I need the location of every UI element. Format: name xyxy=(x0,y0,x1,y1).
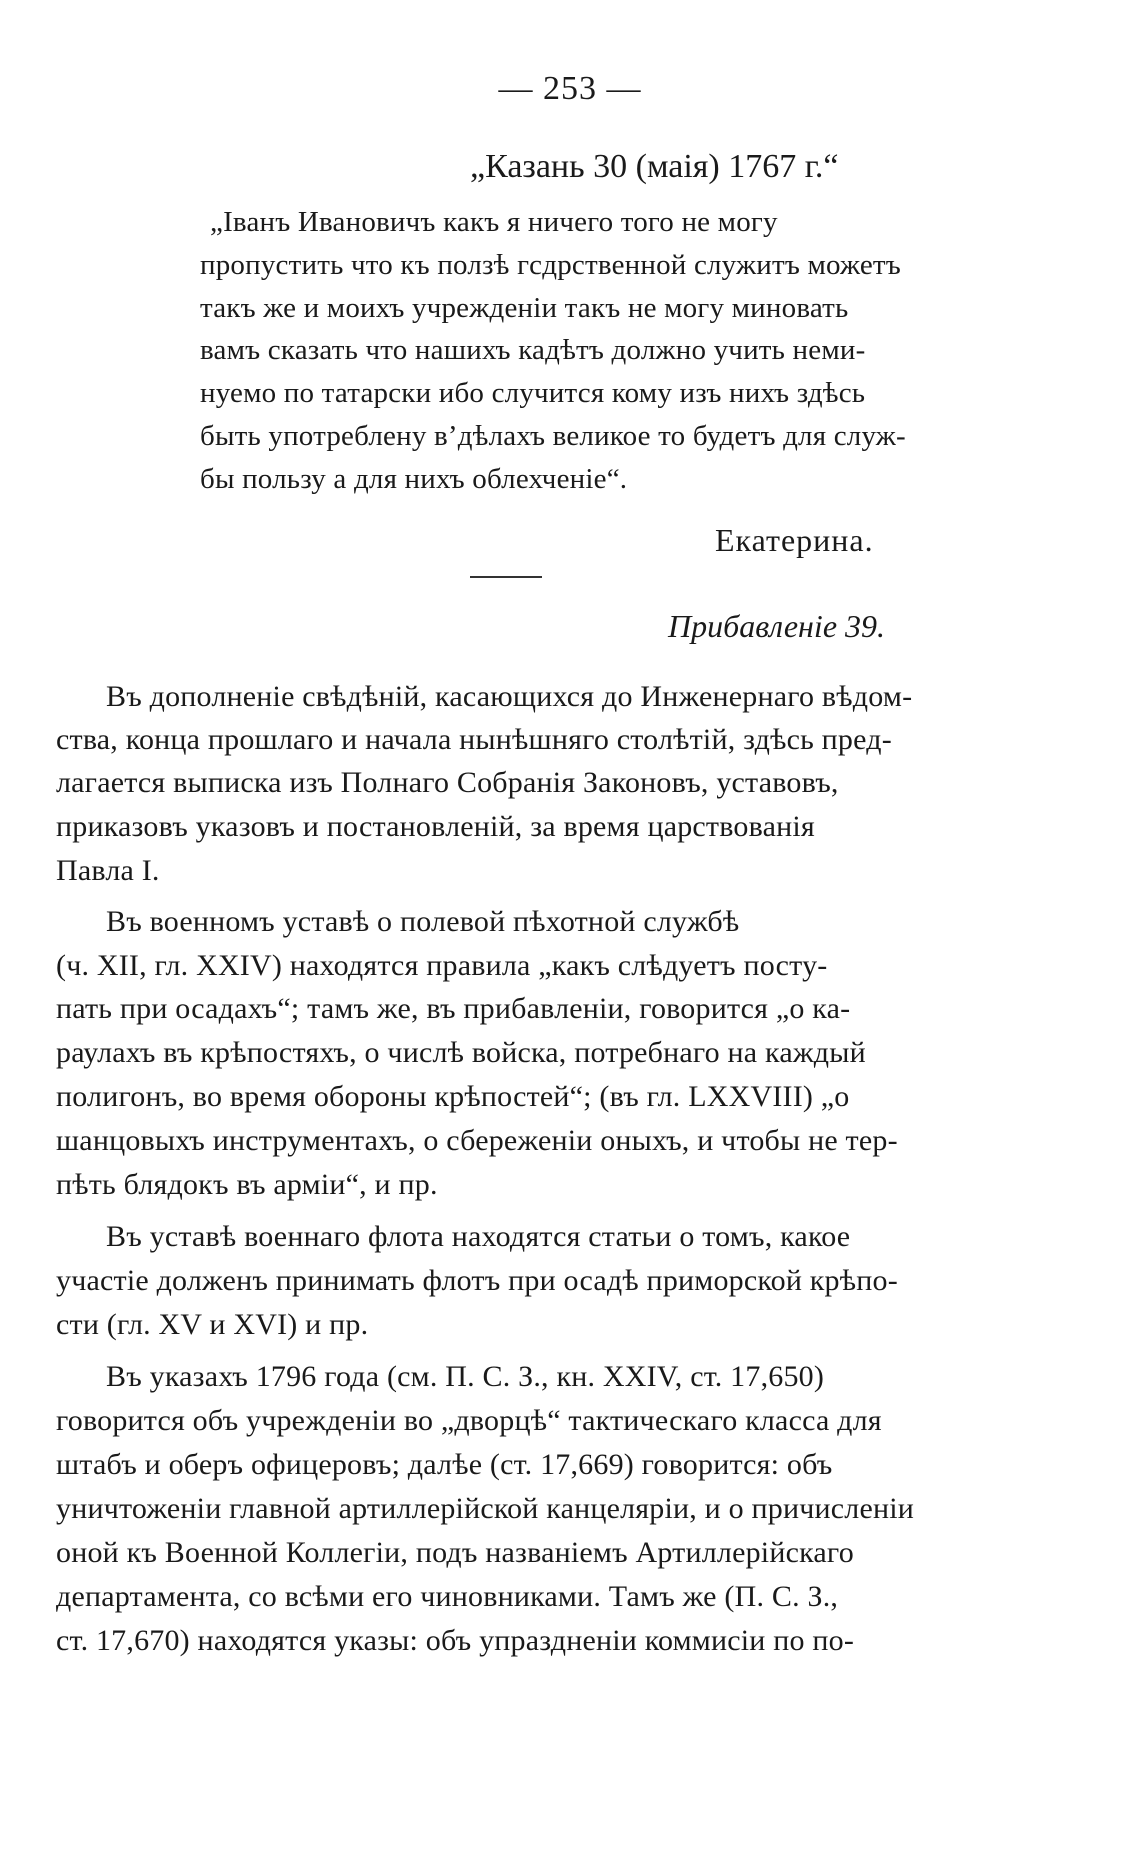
letter-date: „Казань 30 (маія) 1767 г.“ xyxy=(470,148,839,185)
letter-line: быть употреблену в’дѣлахъ великое то будетъ для служ- xyxy=(200,420,906,452)
letter-line: такъ же и моихъ учрежденіи такъ не могу миновать xyxy=(200,292,849,324)
body-line: раулахъ въ крѣпостяхъ, о числѣ войска, потребнаго на каждый xyxy=(56,1036,866,1069)
body-line: участіе долженъ принимать флотъ при осадѣ приморской крѣпо- xyxy=(56,1264,898,1297)
body-line: Въ военномъ уставѣ о полевой пѣхотной службѣ xyxy=(106,905,740,938)
letter-line: пропустить что къ ползѣ гсдрственной служитъ можетъ xyxy=(200,249,902,281)
letter-line: вамъ сказать что нашихъ кадѣтъ должно учить неми- xyxy=(200,334,866,366)
body-line: Въ указахъ 1796 года (см. П. С. З., кн. XXIV, ст. 17,650) xyxy=(106,1360,825,1393)
body-line: приказовъ указовъ и постановленій, за время царствованія xyxy=(56,810,815,843)
body-line: лагается выписка изъ Полнаго Собранія Законовъ, уставовъ, xyxy=(56,766,839,799)
body-line: полигонъ, во время обороны крѣпостей“; (въ гл. LXXVIII) „о xyxy=(56,1080,850,1113)
body-line: Въ дополненіе свѣдѣній, касающихся до Инженернаго вѣдом- xyxy=(106,680,913,713)
letter-line: бы пользу а для нихъ облехченіе“. xyxy=(200,463,628,495)
body-line: штабъ и оберъ офицеровъ; далѣе (ст. 17,669) говорится: объ xyxy=(56,1448,833,1481)
body-line: ст. 17,670) находятся указы: объ упраздненіи коммисіи по по- xyxy=(56,1624,855,1657)
body-line: Въ уставѣ военнаго флота находятся статьи о томъ, какое xyxy=(106,1220,851,1253)
body-line: пать при осадахъ“; тамъ же, въ прибавленіи, говорится „о ка- xyxy=(56,992,851,1025)
page-number: — 253 — xyxy=(498,70,642,107)
body-line: уничтоженіи главной артиллерійской канцеляріи, и о причисленіи xyxy=(56,1492,915,1525)
body-line: ства, конца прошлаго и начала нынѣшняго столѣтій, здѣсь пред- xyxy=(56,723,892,756)
appendix-title: Прибавленіе 39. xyxy=(668,608,886,644)
body-line: шанцовыхъ инструментахъ, о сбереженіи оныхъ, и чтобы не тер- xyxy=(56,1124,898,1157)
section-divider xyxy=(470,576,542,578)
letter-line: нуемо по татарски ибо случится кому изъ нихъ здѣсь xyxy=(200,377,866,409)
body-line: Павла I. xyxy=(56,854,160,887)
signature: Екатерина. xyxy=(715,522,874,558)
body-line: пѣть блядокъ въ арміи“, и пр. xyxy=(56,1168,438,1201)
body-line: департамента, со всѣми его чиновниками. Тамъ же (П. С. З., xyxy=(56,1580,839,1613)
body-line: оной къ Военной Коллегіи, подъ названіемъ Артиллерійскаго xyxy=(56,1536,854,1569)
body-line: сти (гл. XV и XVI) и пр. xyxy=(56,1308,369,1341)
body-line: говорится объ учрежденіи во „дворцѣ“ тактическаго класса для xyxy=(56,1404,882,1437)
letter-line: „Іванъ Ивановичъ какъ я ничего того не могу xyxy=(210,206,778,238)
body-line: (ч. XII, гл. XXIV) находятся правила „какъ слѣдуетъ посту- xyxy=(56,949,828,982)
